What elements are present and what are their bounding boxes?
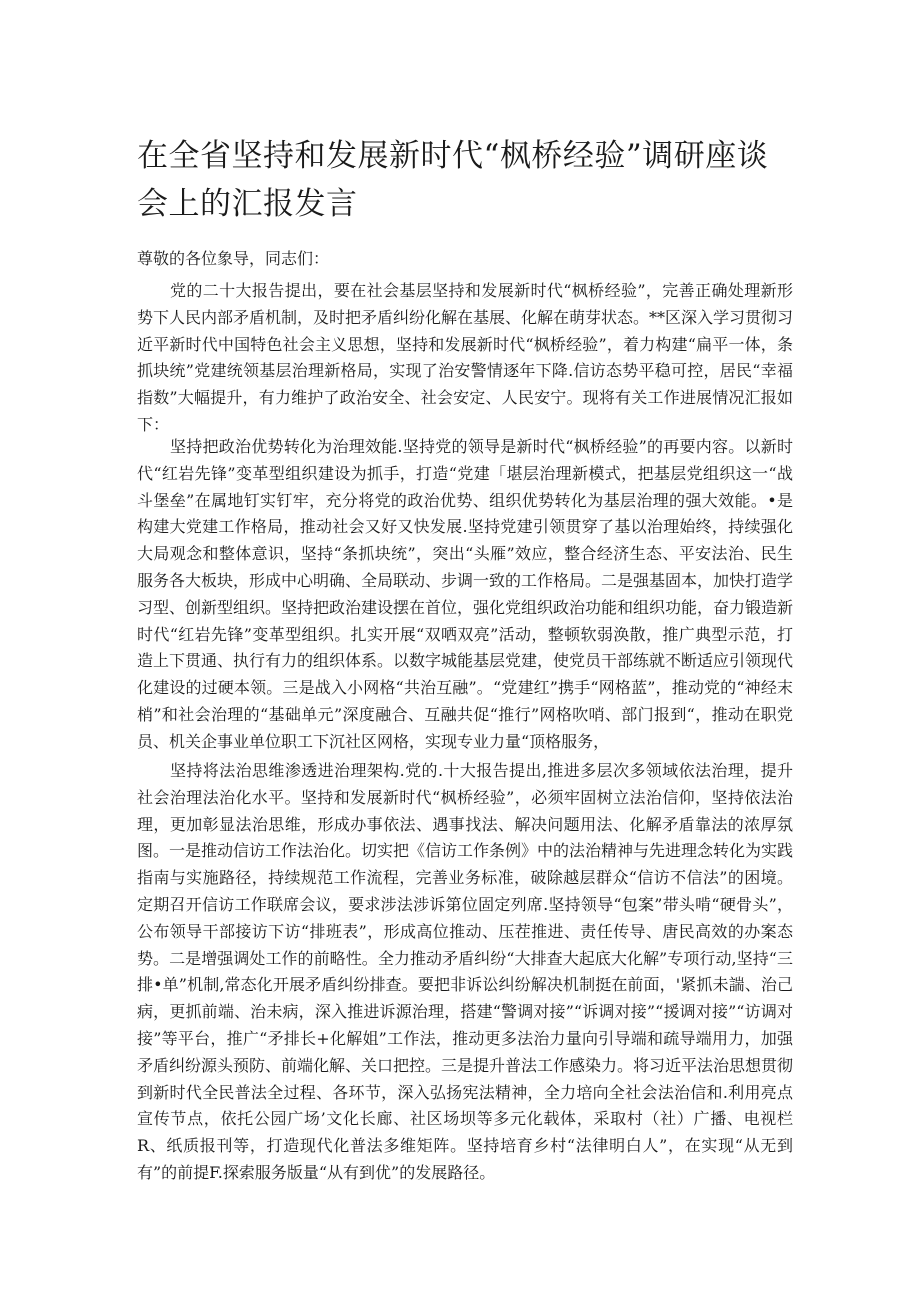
- salutation: 尊敬的各位象导，同志们：: [137, 249, 330, 268]
- paragraph-political-advantage: 坚持把政治优势转化为治理效能.坚持党的领导是新时代“枫桥经验”的再要内容。以新时代“红岩先锋”变革型组织建设为抓手，打造“党建「堪层治理新模式，把基层党组织这一“战斗堡垒”在属地钉实钉牢，充分将党的政治优势、组织优势转化为基层治理的强大效能。•是构建大党建工作格局，推动社会又好又快发展.坚持党建引领贯穿了基以治理始终，持续强化大局观念和整体意识，坚持“条抓块统”，突出“头雁”效应，整合经济生态、平安法治、民生服务各大板块，形成中心明确、全局联动、步调一致的工作格局。二是强基固本，加快打造学习型、创新型组织。坚持把政治建设摆在首位，强化党组织政治功能和组织功能，奋力锻造新时代“红岩先锋”变革型组织。扎实开展“双哂双亮”活动，整顿软弱涣散，推广典型示范，打造上下贯通、执行有力的组织体系。以数字城能基层党建，使党员干部练就不断适应引领现代化建设的过硬本领。三是战入小网格“共治互融”。“党建红”携手“网格蓝”，推动党的“神经末梢”和社会治理的“基础单元”深度融合、互融共促“推行”网格吹哨、部门报到“，推动在职党员、机关企事业单位职工下沉社区网格，实现专业力量“顶格服务，: [137, 437, 794, 751]
- paragraph-rule-of-law: 坚持将法治思维渗透进治理架构.党的.十大报告提出,推进多层次多领域依法治理，提升社会治理法治化水平。坚持和发展新时代“枫桥经验”，必须牢固树立法治信仰，坚持依法治理，更加彰显法治思维，形成办事依法、遇事找法、解决问题用法、化解矛盾靠法的浓厚氛图。一是推动信访工作法治化。切实把《信访工作条例》中的法治精神与先进理念转化为实践指南与实施路径，持续规范工作流程，完善业务标准，破除越层群众“信访不信法”的困境。定期召开信访工作联席会议，要求涉法涉诉第位固定列席.坚持领导“包案”带头啃“硬骨头”，公布领导干部接访下访“排班表”，形成高位推动、压茬推进、责任传导、唐民高效的办案态势。二是增强调处工作的前略性。全力推动矛盾纠纷“大排查大起底大化解”专项行动,坚持“三排•单”机制,常态化开展矛盾纠纷排查。要把非诉讼纠纷解决机制挺在前面，'紧抓未諯、治己病，更抓前端、治未病，深入推进诉源治理，搭建“警调对接”“诉调对接”“援调对接”“访调对接”等平台，推广“矛排长+化解姐”工作法，推动更多法治力量向引导端和疏导端用力，加强矛盾纠纷源头预防、前端化解、关口把控。三是提升普法工作感染力。将习近平法治思想贯彻到新时代全民普法全过程、各环节，深入弘扬宪法精神，全力培向全社会法治信和.利用亮点宣传节点，依托公园广场’文化长廊、社区场坝等多元化载体，采取村（社）广播、电视栏R、纸质报刊等，打造现代化普法多维矩阵。坚持培育乡村“法律明白人”，在实现“从无到有”的前提F.探索服务版量“从有到优”的发展路径。: [137, 761, 794, 1182]
- paragraph-intro: 党的二十大报告提出，要在社会基层坚持和发展新时代“枫桥经验”，完善正确处理新形势下人民内部矛盾机制，及时把矛盾纠纷化解在基展、化解在萌芽状态。**区深入学习贯彻习近平新时代中国特色社会主义思想，坚持和发展新时代“枫桥经验”，着力构建“扁平一体，条抓块统”党建统领基层治理新格局，实现了治安警情逐年下降.信访态势平稳可控，居民“幸福指数”大幅提升，有力维护了政治安全、社会安定、人民安宁。现将有关工作进展情况汇报如下：: [137, 281, 794, 434]
- document-title: 在全省坚持和发展新时代“枫桥经验”调研座谈会上的汇报发言: [137, 138, 769, 222]
